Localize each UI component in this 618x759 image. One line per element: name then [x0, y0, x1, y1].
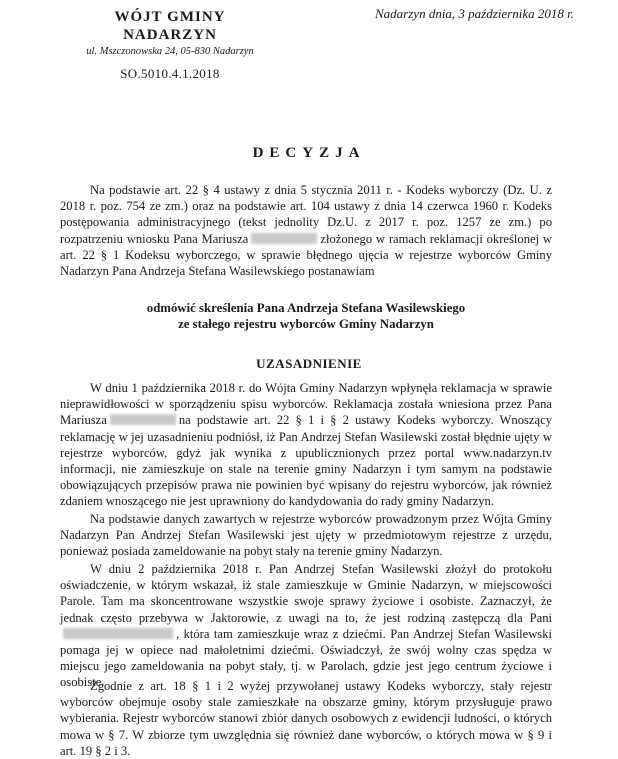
ruling-line-2: ze stałego rejestru wyborców Gminy Nadarzyn	[178, 317, 434, 331]
document-title: DECYZJA	[252, 145, 366, 161]
redacted-surname	[251, 233, 317, 244]
justification-p1-text-2: na podstawie art. 22 § 1 i § 2 ustawy Kodeks wyborczy. Wnoszący reklamację w jej uzasadnieniu podniósł, iż Pan Andrzej Stefan Wasilewski został błędnie ujęty w rejestrze wyborców, gdyż jak wynika z upublicznionych przez portal www.nadarzyn.tv informacji, nie zamieszkuje on stale na terenie gminy Nadarzyn i tym samym na podstawie obowiązujących przepisów prawa nie powinien być wpisany do rejestru wyborców, jak również zdaniem wnoszącego nie jest uprawniony do kandydowania do rady gminy Nadarzyn.	[60, 413, 552, 509]
justification-paragraph-4: Zgodnie z art. 18 § 1 i 2 wyżej przywołanej ustawy Kodeks wyborczy, stały rejestr wyborców obejmuje osoby stale zamieszkałe na obszarze gminy, którym przysługuje prawo wybierania. Rejestr wyborców stanowi zbiór danych osobowych z ewidencji ludności, o których mowa w § 7. W zbiorze tym uwzględnia się również dane wyborców, o których mowa w § 9 i art. 19 § 2 i 3.	[60, 679, 552, 758]
justification-paragraph-3	[60, 561, 552, 691]
redacted-surname	[110, 414, 176, 425]
legal-basis-text-2: złożonego w ramach reklamacji określonej w art. 22 § 1 Kodeksu wyborczego, w sprawie błędnego ujęcia w rejestrze wyborców Gminy Nadarzyn Pana Andrzeja Stefana Wasilewskiego postanawiam	[60, 231, 552, 279]
justification-p1-text-1: W dniu 1 października 2018 r. do Wójta Gminy Nadarzyn wpłynęła reklamacja w sprawie nieprawidłowości w sporządzeniu spisu wyborców. Reklamacja została wniesiona przez Pana Mariusza	[60, 381, 552, 428]
authority-address: ul. Mszczonowska 24, 05-830 Nadarzyn	[86, 46, 254, 57]
legal-basis-paragraph	[60, 182, 552, 279]
justification-p3-text-2: , która tam zamieszkuje wraz z dziećmi. Pan Andrzej Stefan Wasilewski pomaga jej w opiece nad małoletnimi dziećmi. Oświadczył, że swój wolny czas spędza w miejscu jego zameldowania na pobyt stały, tj. w Parolach, gdzie jest jego centrum życiowe i osobiste.	[60, 626, 552, 690]
ruling	[60, 300, 552, 332]
justification-p3-text-1: W dniu 2 października 2018 r. Pan Andrzej Stefan Wasilewski złożył do protokołu oświadczenie, w którym wskazał, iż stale zamieszkuje w Gminie Nadarzyn, w miejscowości Parole. Tam ma skoncentrowane wszystkie swoje sprawy życiowe i osobiste. Zaznaczył, że jednak często przebywa w Jaktorowie, z uwagi na to, że jest rodziną zastępczą dla Pani	[60, 562, 552, 625]
justification-paragraph-2: Na podstawie danych zawartych w rejestrze wyborców prowadzonym przez Wójta Gminy Nadarzyn Pan Andrzej Stefan Wasilewski jest ujęty w przedmiotowym rejestrze z urzędu, ponieważ posiada zameldowanie na pobyt stały na terenie gminy Nadarzyn.	[60, 512, 552, 559]
legal-basis-text-1: Na podstawie art. 22 § 4 ustawy z dnia 5 stycznia 2011 r. - Kodeks wyborczy (Dz. U. z 2018 r. poz. 754 ze zm.) oraz na podstawie art. 104 ustawy z dnia 14 czerwca 1960 r. Kodeks postępowania administracyjnego (tekst jednolity Dz.U. z 2017 r. poz. 1257 ze zm.) po rozpatrzeniu wniosku Pana Mariusza	[60, 183, 552, 246]
document-date: Nadarzyn dnia, 3 października 2018 r.	[375, 6, 574, 21]
justification-title: UZASADNIENIE	[256, 356, 362, 371]
ruling-line-1: odmówić skreślenia Pana Andrzeja Stefana Wasilewskiego	[146, 301, 466, 315]
justification-paragraph-1	[60, 380, 552, 510]
authority-title-line-2: NADARZYN	[123, 27, 217, 43]
reference-number: SO.5010.4.1.2018	[120, 66, 220, 81]
redacted-name	[63, 628, 173, 639]
authority-title-line-1: WÓJT GMINY	[114, 9, 226, 25]
issuing-authority	[75, 8, 265, 82]
